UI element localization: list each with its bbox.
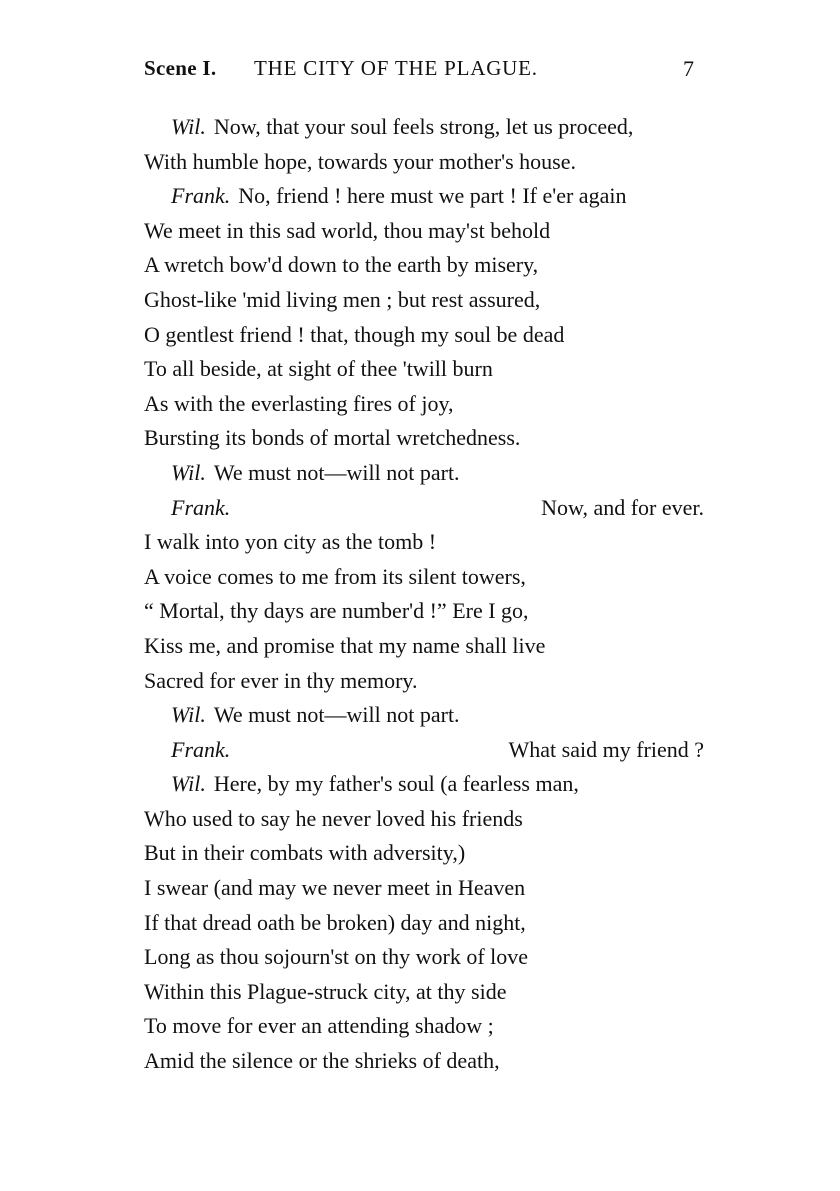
line-text: Bursting its bonds of mortal wretchedness. [144, 425, 521, 451]
speaker-name: Wil. [171, 459, 206, 485]
line-text: I swear (and may we never meet in Heaven [144, 875, 526, 901]
line-text: With humble hope, towards your mother's house. [144, 148, 577, 174]
line-text: Sacred for ever in thy memory. [144, 667, 418, 693]
page-number: 7 [683, 56, 694, 81]
line-continuation: Now, and for ever. [541, 494, 704, 520]
verse-line [144, 145, 704, 180]
verse-line [144, 906, 704, 941]
line-text: O gentlest friend ! that, though my soul be dead [144, 321, 565, 347]
line-text: Ghost-like 'mid living men ; but rest assured, [144, 286, 541, 312]
verse-line [144, 283, 704, 318]
verse-line [144, 318, 704, 353]
verse-line [144, 110, 704, 145]
verse-line [144, 560, 704, 595]
line-text: Amid the silence or the shrieks of death, [144, 1048, 500, 1074]
line-text: A wretch bow'd down to the earth by misery, [144, 252, 539, 278]
line-text: No, friend ! here must we part ! If e'er again [238, 183, 627, 209]
line-text: To all beside, at sight of thee 'twill burn [144, 356, 493, 382]
verse-line [144, 214, 704, 249]
verse-line [144, 940, 704, 975]
verse-line [144, 248, 704, 283]
verse-line [144, 629, 704, 664]
line-text: Long as thou sojourn'st on thy work of love [144, 944, 529, 970]
verse-line [144, 1044, 704, 1079]
verse-line [144, 698, 704, 733]
line-text: As with the everlasting fires of joy, [144, 390, 454, 416]
line-text: Kiss me, and promise that my name shall live [144, 632, 546, 658]
verse-line [144, 871, 704, 906]
speaker-name: Wil. [171, 702, 206, 728]
verse-line [144, 456, 704, 491]
line-continuation: What said my friend ? [508, 736, 704, 762]
running-title: THE CITY OF THE PLAGUE. [254, 56, 538, 80]
line-text: Here, by my father's soul (a fearless man, [213, 771, 579, 797]
verse-text [144, 110, 704, 1079]
speaker-name: Wil. [171, 771, 206, 797]
verse-line [144, 594, 704, 629]
verse-line [144, 836, 704, 871]
verse-line [144, 352, 704, 387]
verse-line [144, 664, 704, 699]
verse-line [144, 387, 704, 422]
verse-line [144, 733, 704, 768]
speaker-name: Frank. [171, 183, 231, 209]
verse-line [144, 179, 704, 214]
verse-line [144, 802, 704, 837]
verse-line [144, 975, 704, 1010]
speaker-name: Frank. [171, 736, 231, 762]
line-text: Now, that your soul feels strong, let us proceed, [213, 114, 634, 139]
verse-line [144, 421, 704, 456]
line-text: “ Mortal, thy days are number'd !” Ere I go, [144, 598, 529, 624]
line-text: Who used to say he never loved his friends [144, 805, 523, 831]
verse-line [144, 491, 704, 526]
verse-line [144, 1009, 704, 1044]
verse-line [144, 525, 704, 560]
line-text: I walk into yon city as the tomb ! [144, 529, 437, 555]
verse-line [144, 767, 704, 802]
running-header [144, 54, 704, 88]
line-text: Within this Plague-struck city, at thy side [144, 978, 507, 1004]
scene-label: Scene I. [144, 56, 217, 80]
line-text: But in their combats with adversity,) [144, 840, 466, 866]
line-text: We must not—will not part. [213, 702, 460, 728]
line-text: A voice comes to me from its silent towers, [144, 563, 526, 589]
line-text: We must not—will not part. [213, 459, 460, 485]
line-text: We meet in this sad world, thou may'st behold [144, 217, 551, 243]
line-text: To move for ever an attending shadow ; [144, 1013, 494, 1039]
speaker-name: Frank. [171, 494, 231, 520]
speaker-name: Wil. [171, 114, 206, 139]
line-text: If that dread oath be broken) day and night, [144, 909, 526, 935]
